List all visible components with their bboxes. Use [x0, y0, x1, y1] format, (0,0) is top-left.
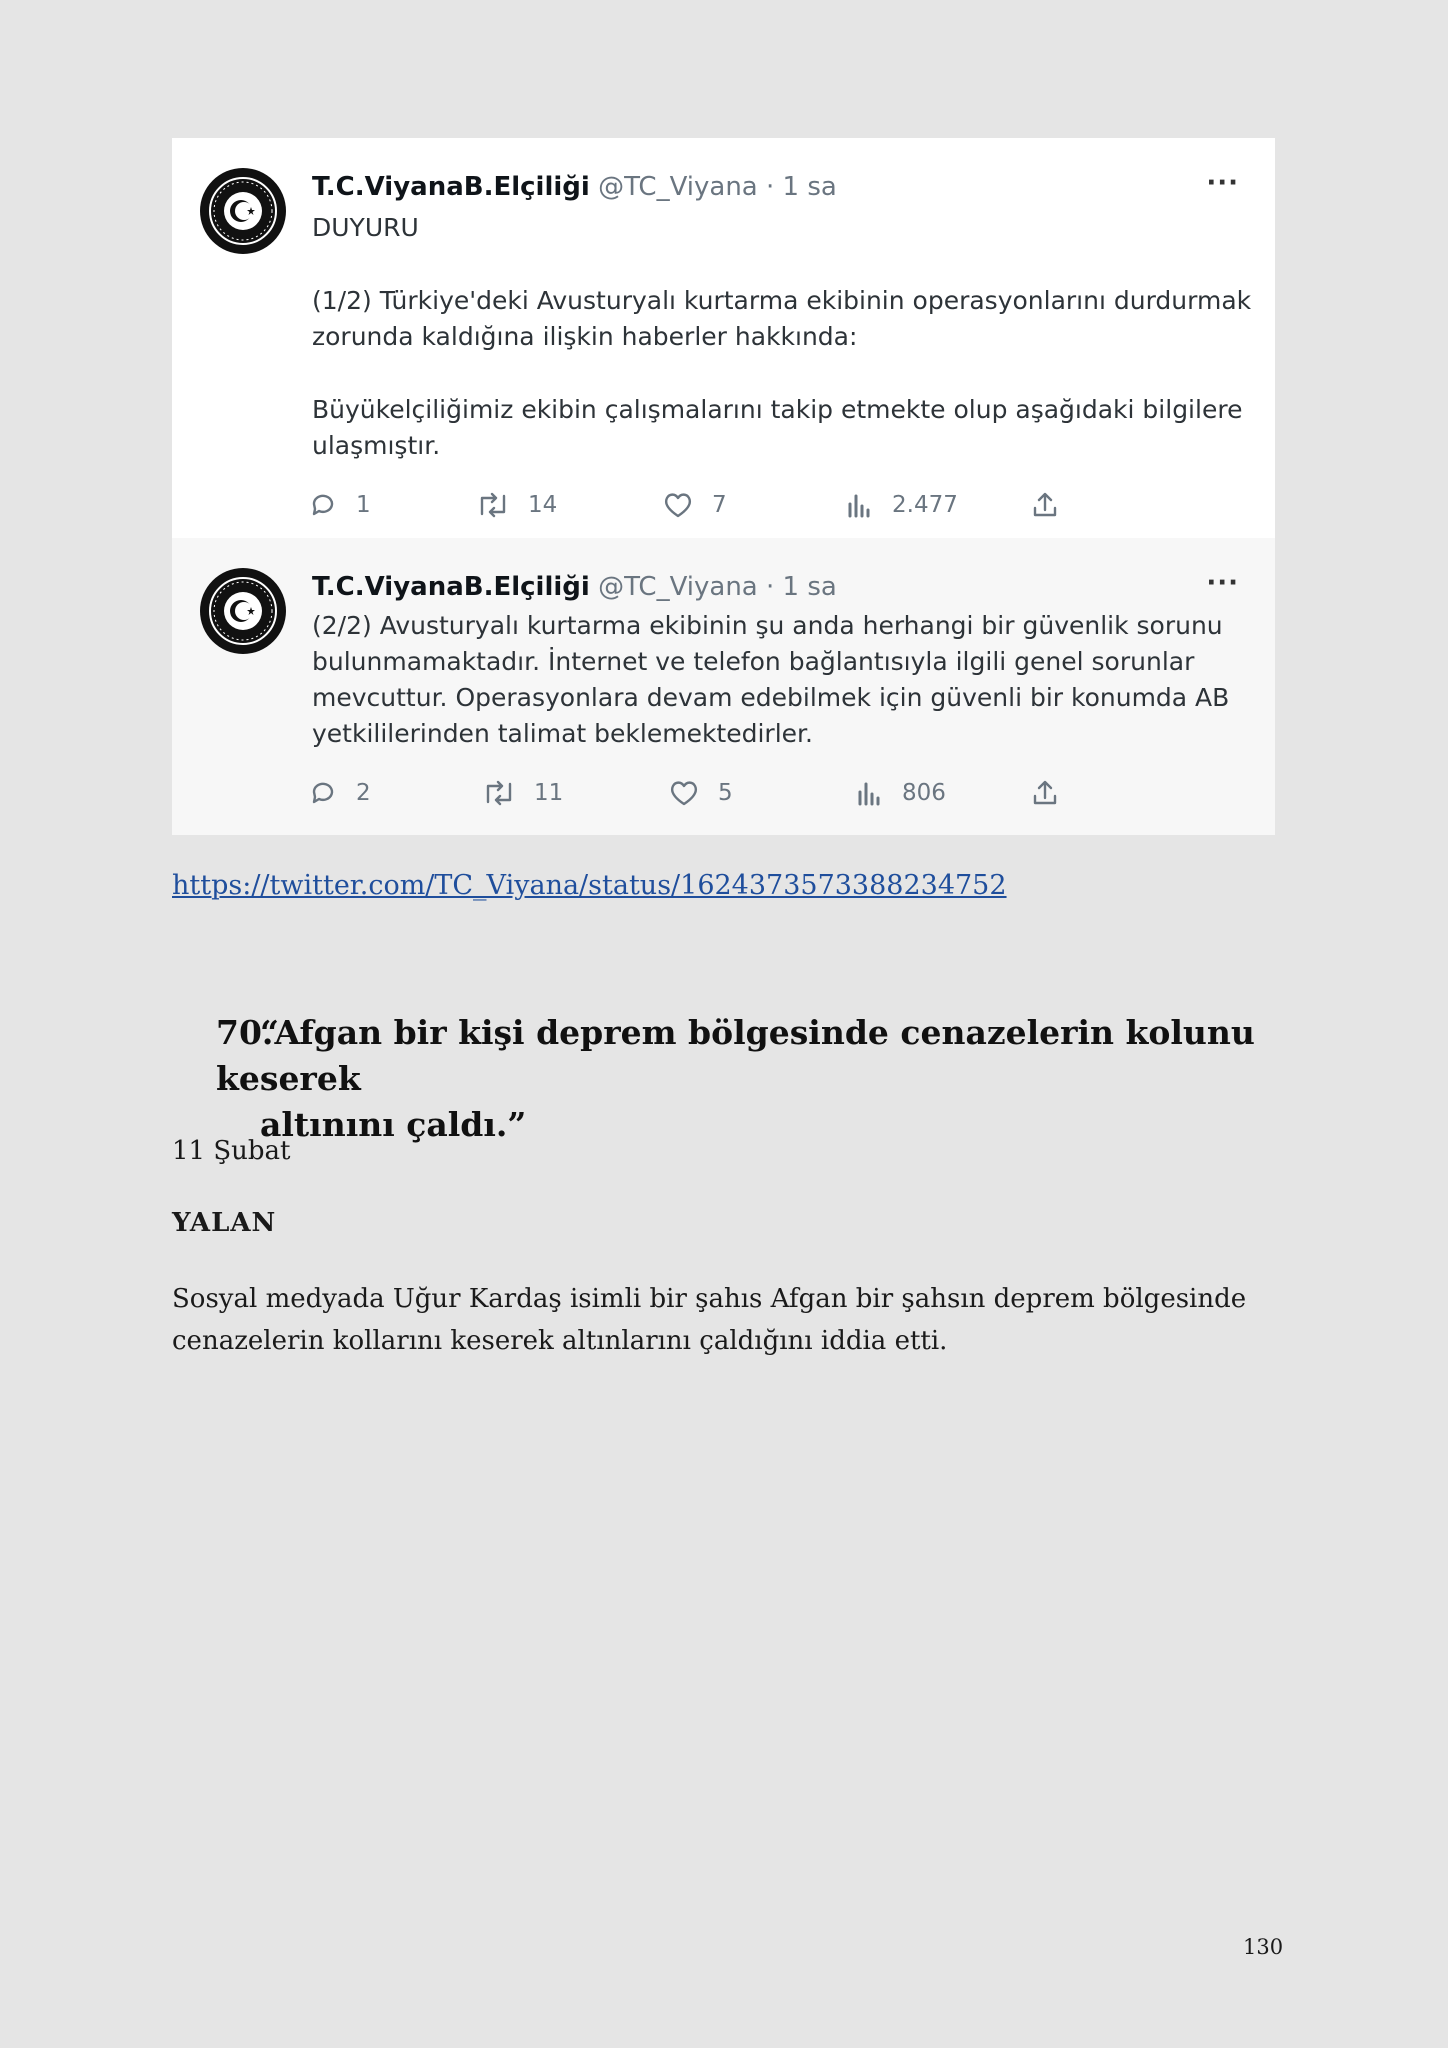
retweet-icon [482, 778, 516, 808]
handle-time: @TC_Viyana · 1 sa [598, 172, 837, 202]
retweet-button[interactable] [476, 488, 557, 522]
claim-title-line-1: “Afgan bir kişi deprem bölgesinde cenazelerin kolunu keserek [216, 1013, 1255, 1098]
tweet-text-paragraph: (2/2) Avusturyalı kurtarma ekibinin şu anda herhangi bir güvenlik sorunu bulunmamaktadır. İnternet ve telefon bağlantısıyla ilgili genel sorunlar mevcuttur. Operasyonlara devam edebilmek için güvenli bir konumda AB yetkililerinden talimat beklemektedirler. [312, 611, 1230, 748]
share-button[interactable] [1030, 776, 1078, 810]
heart-icon [662, 490, 694, 520]
views-icon [844, 490, 874, 520]
like-count: 5 [718, 780, 733, 806]
verdict-label: YALAN [172, 1208, 277, 1238]
explanation-paragraph: Sosyal medyada Uğur Kardaş isimli bir şahıs Afgan bir şahsın deprem bölgesinde cenazelerin kollarını keserek altınlarını çaldığını iddia etti. [172, 1284, 1247, 1356]
retweet-count: 11 [534, 780, 564, 806]
tweet-text-announcement: DUYURU [312, 213, 419, 242]
tweet-1 [172, 138, 1275, 538]
tweet-header [312, 572, 837, 602]
share-button[interactable] [1030, 488, 1078, 522]
tweet-actions [308, 776, 1208, 810]
like-button[interactable] [662, 488, 727, 522]
share-icon [1030, 490, 1060, 520]
reply-count: 1 [356, 492, 371, 518]
tweet-text-paragraph: (1/2) Türkiye'deki Avusturyalı kurtarma ekibinin operasyonlarını durdurmak zorunda kaldığına ilişkin haberler hakkında: [312, 286, 1252, 351]
reply-button[interactable] [308, 776, 371, 810]
like-button[interactable] [668, 776, 733, 810]
views-count: 2.477 [892, 492, 958, 518]
views-button[interactable] [854, 776, 946, 810]
retweet-count: 14 [528, 492, 558, 518]
reply-icon [308, 490, 338, 520]
more-options-icon[interactable]: ··· [1206, 568, 1239, 598]
tweet-text-paragraph: Büyükelçiliğimiz ekibin çalışmalarını takip etmekte olup aşağıdaki bilgilere ulaşmıştır. [312, 395, 1243, 460]
retweet-button[interactable] [482, 776, 563, 810]
claim-heading [216, 1010, 1276, 1148]
account-name[interactable]: T.C.ViyanaB.Elçiliği [312, 172, 590, 202]
claim-number: 70. [216, 1013, 274, 1052]
embassy-emblem-avatar [200, 568, 286, 654]
claim-title-line-2: altınını çaldı.” [260, 1105, 527, 1144]
more-options-icon[interactable]: ··· [1206, 168, 1239, 198]
share-icon [1030, 778, 1060, 808]
page-number: 130 [1243, 1935, 1284, 1959]
tweet-screenshot [172, 138, 1275, 835]
heart-icon [668, 778, 700, 808]
reply-icon [308, 778, 338, 808]
claim-date: 11 Şubat [172, 1136, 291, 1166]
reply-button[interactable] [308, 488, 371, 522]
tweet-header [312, 172, 837, 202]
account-name[interactable]: T.C.ViyanaB.Elçiliği [312, 572, 590, 602]
views-icon [854, 778, 884, 808]
source-link[interactable]: https://twitter.com/TC_Viyana/status/1624373573388234752 [172, 870, 1007, 901]
tweet-actions [308, 488, 1208, 522]
reply-count: 2 [356, 780, 371, 806]
handle-time: @TC_Viyana · 1 sa [598, 572, 837, 602]
embassy-emblem-avatar [200, 168, 286, 254]
views-button[interactable] [844, 488, 958, 522]
views-count: 806 [902, 780, 946, 806]
tweet-2 [172, 538, 1275, 835]
retweet-icon [476, 490, 510, 520]
like-count: 7 [712, 492, 727, 518]
